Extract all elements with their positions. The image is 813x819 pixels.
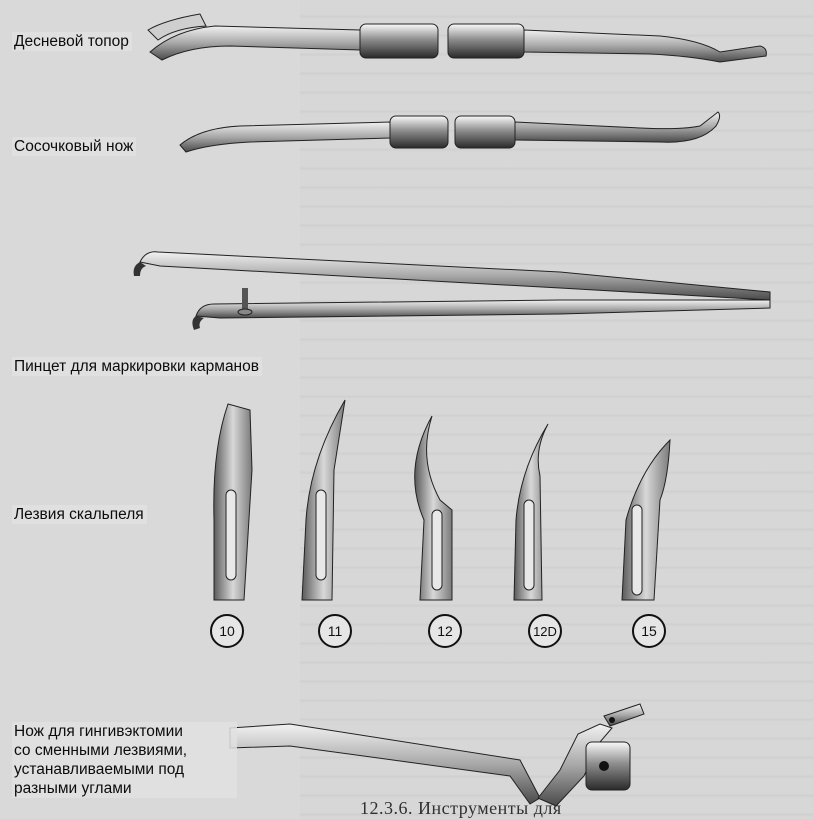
label-gingivectomy-line-3: устанавливаемыми под bbox=[14, 761, 185, 778]
gingivectomy-knife-illustration bbox=[230, 704, 644, 806]
label-papilla-knife: Сосочковый нож bbox=[12, 137, 136, 156]
gingival-hatchet-illustration bbox=[148, 14, 766, 62]
label-gingivectomy-line-4: разными углами bbox=[14, 780, 132, 797]
blade-number-11: 11 bbox=[318, 614, 352, 648]
label-gingivectomy-line-2: со сменными лезвиями, bbox=[14, 742, 188, 759]
label-gingivectomy-line-1: Нож для гингивэктомии bbox=[14, 723, 183, 740]
label-scalpel-blades: Лезвия скальпеля bbox=[12, 505, 147, 524]
papilla-knife-illustration bbox=[180, 112, 720, 152]
label-pocket-marking-forceps: Пинцет для маркировки карманов bbox=[12, 357, 262, 376]
label-gingival-hatchet: Десневой топор bbox=[12, 32, 132, 51]
blade-number-15: 15 bbox=[632, 614, 666, 648]
label-gingivectomy-knife bbox=[12, 722, 237, 798]
section-heading: 12.3.6. Инструменты для bbox=[360, 798, 562, 818]
blade-number-12: 12 bbox=[428, 614, 462, 648]
blade-number-12d: 12D bbox=[528, 614, 562, 648]
pocket-marking-forceps-illustration bbox=[134, 252, 770, 330]
scalpel-blades-illustration bbox=[214, 400, 670, 600]
blade-number-10: 10 bbox=[210, 614, 244, 648]
